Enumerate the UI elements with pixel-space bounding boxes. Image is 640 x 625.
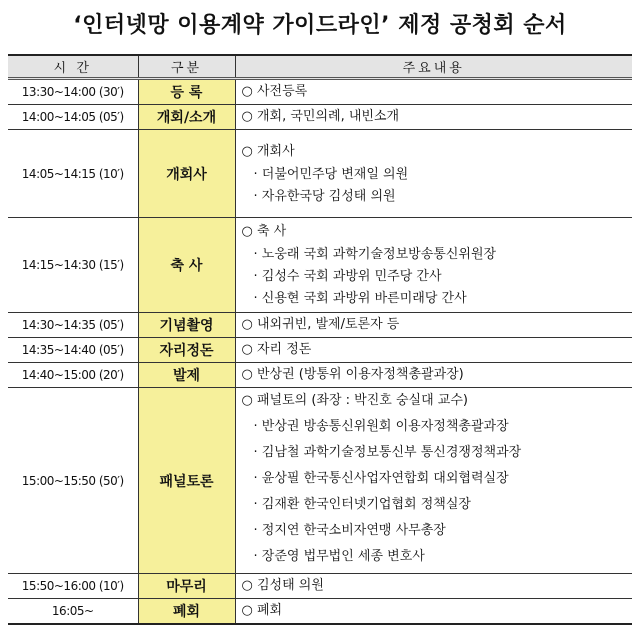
row-time: 15:00~15:50 (50′): [8, 388, 138, 574]
table-row: [8, 363, 632, 388]
table-header: [8, 55, 632, 79]
table-row: [8, 79, 632, 105]
content-main: ○ 사전등록: [241, 84, 308, 99]
row-category: 기념촬영: [138, 313, 235, 338]
row-category: 축 사: [138, 218, 235, 313]
row-content: [235, 599, 632, 625]
table-row: [8, 338, 632, 363]
row-content: [235, 574, 632, 599]
row-time: 13:30~14:00 (30′): [8, 79, 138, 105]
content-sub-item: · 더불어민주당 변재일 의원: [253, 166, 409, 182]
row-time: 14:15~14:30 (15′): [8, 218, 138, 313]
schedule-table: [8, 54, 632, 625]
row-category: 폐회: [138, 599, 235, 625]
page-title: ‘인터넷망 이용계약 가이드라인’ 제정 공청회 순서: [73, 13, 567, 38]
content-main: ○ 개회사: [241, 143, 295, 159]
row-category: 자리정돈: [138, 338, 235, 363]
content-sub-item: · 자유한국당 김성태 의원: [253, 188, 396, 204]
table-row: [8, 218, 632, 313]
content-main: ○ 반상권 (방통위 이용자정책총괄과장): [241, 367, 464, 382]
content-main: ○ 개회, 국민의례, 내빈소개: [241, 109, 400, 124]
row-category: 발제: [138, 363, 235, 388]
row-category: 개회/소개: [138, 105, 235, 130]
content-sub-item: · 신용현 국회 과방위 바른미래당 간사: [253, 291, 467, 306]
row-category: 패널토론: [138, 388, 235, 574]
content-sub-item: · 윤상필 한국통신사업자연합회 대외협력실장: [253, 471, 509, 486]
row-time: 14:00~14:05 (05′): [8, 105, 138, 130]
header-content: 주요내용: [235, 55, 632, 79]
table-row: [8, 130, 632, 218]
row-time: 14:35~14:40 (05′): [8, 338, 138, 363]
content-sub-item: · 김재환 한국인터넷기업협회 정책실장: [253, 497, 471, 512]
row-content: [235, 79, 632, 105]
table-row: [8, 574, 632, 599]
row-category: 등 록: [138, 79, 235, 105]
row-time: 15:50~16:00 (10′): [8, 574, 138, 599]
content-main: ○ 폐회: [241, 603, 283, 618]
row-content: [235, 313, 632, 338]
content-main: ○ 축 사: [241, 224, 287, 239]
table-row: [8, 599, 632, 625]
row-category: 마무리: [138, 574, 235, 599]
content-sub-item: · 김성수 국회 과방위 민주당 간사: [253, 269, 442, 284]
table-row: [8, 313, 632, 338]
content-sub-item: · 반상권 방송통신위원회 이용자정책총괄과장: [253, 419, 509, 434]
row-time: 14:30~14:35 (05′): [8, 313, 138, 338]
row-content: [235, 388, 632, 574]
row-content: [235, 338, 632, 363]
row-time: 14:05~14:15 (10′): [8, 130, 138, 218]
content-main: ○ 김성태 의원: [241, 578, 324, 593]
table-row: [8, 388, 632, 574]
row-content: [235, 218, 632, 313]
table-row: [8, 105, 632, 130]
content-main: ○ 내외귀빈, 발제/토론자 등: [241, 317, 400, 332]
row-time: 16:05~: [8, 599, 138, 625]
content-sub-item: · 김남철 과학기술정보통신부 통신경쟁정책과장: [253, 445, 522, 460]
content-main: ○ 자리 정돈: [241, 342, 312, 357]
row-category: 개회사: [138, 130, 235, 218]
row-content: [235, 130, 632, 218]
content-sub-item: · 정지연 한국소비자연맹 사무총장: [253, 523, 446, 538]
content-sub-item: · 노웅래 국회 과학기술정보방송통신위원장: [253, 247, 497, 262]
header-time: 시 간: [8, 55, 138, 79]
content-sub-item: · 장준영 법무법인 세종 변호사: [253, 549, 425, 564]
row-content: [235, 105, 632, 130]
header-category: 구분: [138, 55, 235, 79]
row-content: [235, 363, 632, 388]
row-time: 14:40~15:00 (20′): [8, 363, 138, 388]
content-main: ○ 패널토의 (좌장 : 박진호 숭실대 교수): [241, 393, 468, 408]
